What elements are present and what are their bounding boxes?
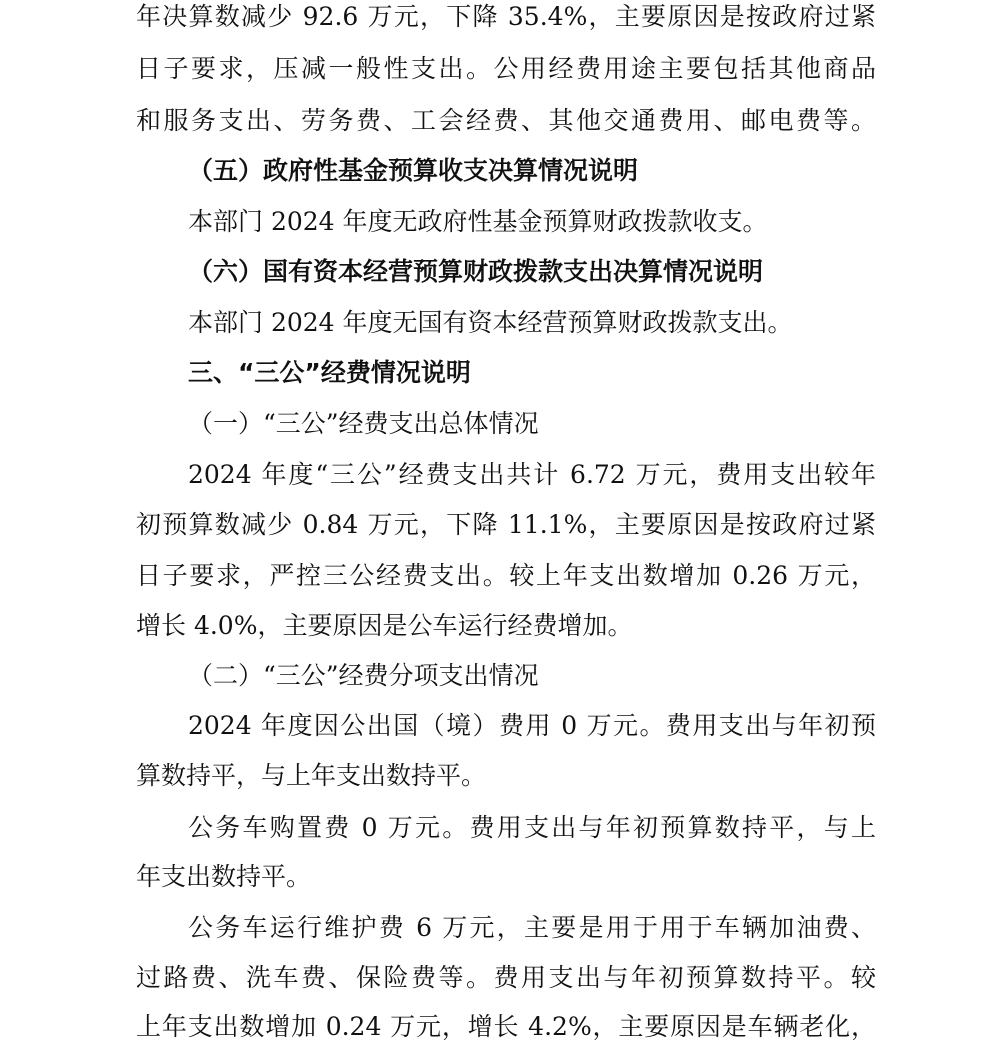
subsection-heading-2: （二）“三公”经费分项支出情况 bbox=[188, 661, 539, 690]
paragraph-line: 年支出数持平。 bbox=[136, 862, 312, 891]
paragraph-line: 公务车购置费 0 万元。费用支出与年初预算数持平，与上 bbox=[188, 813, 876, 842]
paragraph-line: 算数持平，与上年支出数持平。 bbox=[136, 761, 487, 790]
paragraph-line: 2024 年度“三公”经费支出共计 6.72 万元，费用支出较年 bbox=[188, 460, 876, 489]
paragraph-line: 和服务支出、劳务费、工会经费、其他交通费用、邮电费等。 bbox=[136, 106, 876, 135]
chapter-heading-3: 三、“三公”经费情况说明 bbox=[188, 358, 471, 387]
paragraph-line: 本部门 2024 年度无政府性基金预算财政拨款收支。 bbox=[188, 207, 768, 236]
subsection-heading-1: （一）“三公”经费支出总体情况 bbox=[188, 409, 539, 438]
paragraph-line: 年决算数减少 92.6 万元，下降 35.4%，主要原因是按政府过紧 bbox=[136, 2, 876, 31]
paragraph-line: 公务车运行维护费 6 万元，主要是用于用于车辆加油费、 bbox=[188, 913, 876, 942]
paragraph-line: 日子要求，严控三公经费支出。较上年支出数增加 0.26 万元， bbox=[136, 561, 876, 590]
paragraph-line: 过路费、洗车费、保险费等。费用支出与年初预算数持平。较 bbox=[136, 963, 876, 992]
section-heading-5: （五）政府性基金预算收支决算情况说明 bbox=[188, 156, 639, 185]
paragraph-line: 日子要求，压减一般性支出。公用经费用途主要包括其他商品 bbox=[136, 54, 876, 83]
paragraph-line: 增长 4.0%，主要原因是公车运行经费增加。 bbox=[136, 611, 633, 640]
section-heading-6: （六）国有资本经营预算财政拨款支出决算情况说明 bbox=[188, 257, 764, 286]
paragraph-line: 2024 年度因公出国（境）费用 0 万元。费用支出与年初预 bbox=[188, 711, 876, 740]
paragraph-line: 上年支出数增加 0.24 万元，增长 4.2%，主要原因是车辆老化， bbox=[136, 1012, 876, 1041]
paragraph-line: 初预算数减少 0.84 万元，下降 11.1%，主要原因是按政府过紧 bbox=[136, 510, 876, 539]
paragraph-line: 本部门 2024 年度无国有资本经营预算财政拨款支出。 bbox=[188, 308, 793, 337]
